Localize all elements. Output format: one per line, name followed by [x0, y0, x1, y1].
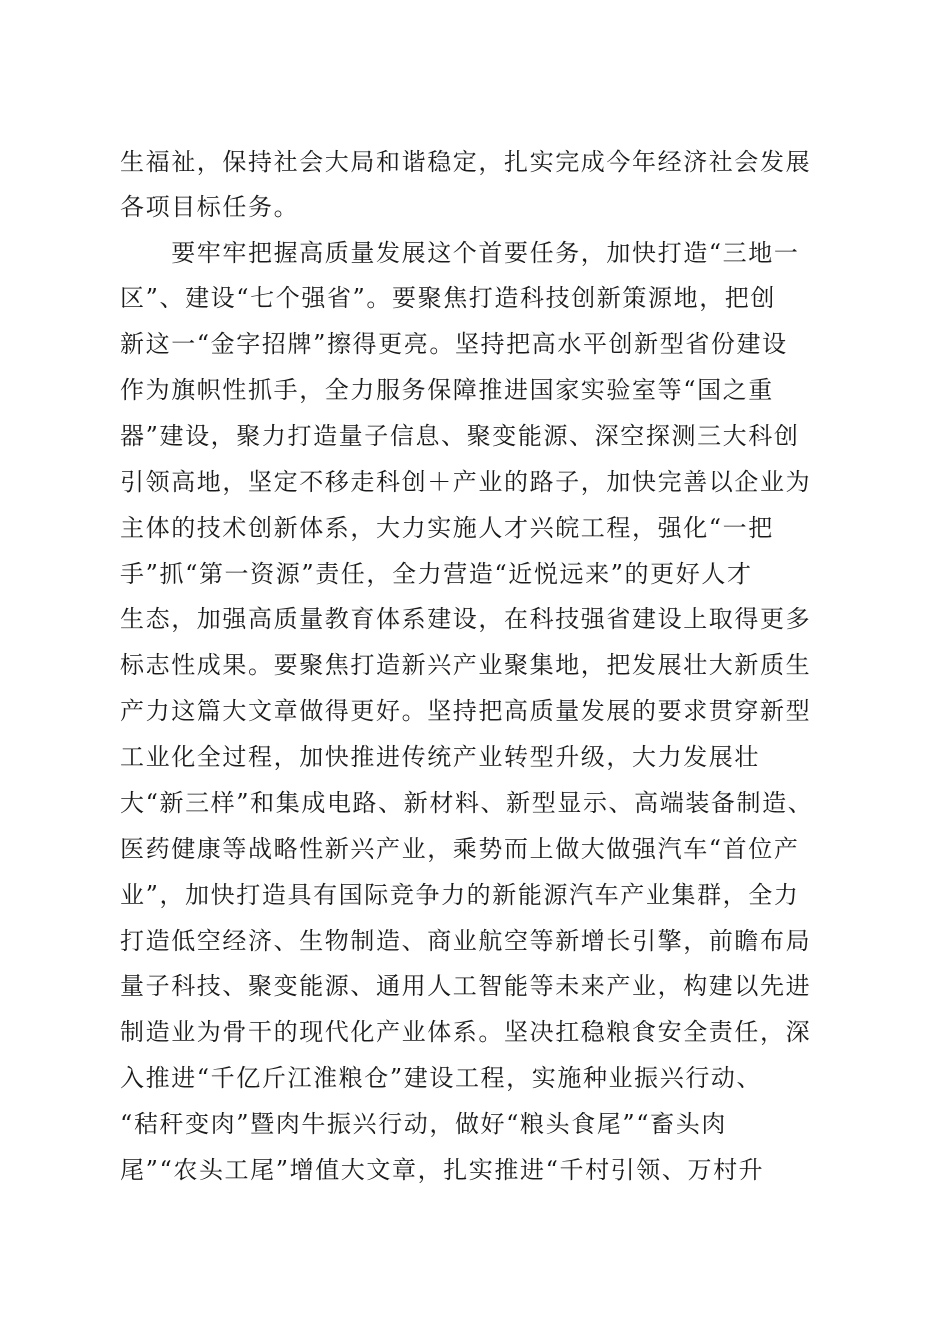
- text-line: 生态，加强高质量教育体系建设，在科技强省建设上取得更多: [120, 605, 812, 633]
- text-line: 标志性成果。要聚焦打造新兴产业聚集地，把发展壮大新质生: [120, 651, 812, 679]
- text-line: 医药健康等战略性新兴产业，乘势而上做大做强汽车“首位产: [120, 835, 800, 863]
- text-line: 各项目标任务。: [120, 193, 300, 221]
- text-line: 器”建设，聚力打造量子信息、聚变能源、深空探测三大科创: [120, 422, 800, 450]
- text-line: 产力这篇大文章做得更好。坚持把高质量发展的要求贯穿新型: [120, 697, 812, 725]
- text-line: 引领高地，坚定不移走科创＋产业的路子，加快完善以企业为: [120, 468, 812, 496]
- text-line: 工业化全过程，加快推进传统产业转型升级，大力发展壮: [120, 743, 760, 771]
- text-line: 大“新三样”和集成电路、新材料、新型显示、高端装备制造、: [120, 789, 814, 817]
- text-line: 要牢牢把握高质量发展这个首要任务，加快打造“三地一: [120, 239, 800, 267]
- text-line: “秸秆变肉”暨肉牛振兴行动，做好“粮头食尾”“畜头肉: [120, 1110, 727, 1138]
- text-line: 新这一“金字招牌”擦得更亮。坚持把高水平创新型省份建设: [120, 330, 788, 358]
- text-line: 主体的技术创新体系，大力实施人才兴皖工程，强化“一把: [120, 514, 774, 542]
- text-line: 制造业为骨干的现代化产业体系。坚决扛稳粮食安全责任，深: [120, 1018, 812, 1046]
- text-line: 打造低空经济、生物制造、商业航空等新增长引擎，前瞻布局: [120, 927, 812, 955]
- text-line: 尾”“农头工尾”增值大文章，扎实推进“千村引领、万村升: [120, 1156, 765, 1184]
- text-line: 生福祉，保持社会大局和谐稳定，扎实完成今年经济社会发展: [120, 148, 812, 176]
- text-line: 量子科技、聚变能源、通用人工智能等未来产业，构建以先进: [120, 972, 812, 1000]
- text-line: 手”抓“第一资源”责任，全力营造“近悦远来”的更好人才: [120, 560, 753, 588]
- text-line: 入推进“千亿斤江淮粮仓”建设工程，实施种业振兴行动、: [120, 1064, 763, 1092]
- text-line: 作为旗帜性抓手，全力服务保障推进国家实验室等“国之重: [120, 376, 774, 404]
- text-line: 业”，加快打造具有国际竞争力的新能源汽车产业集群，全力: [120, 881, 800, 909]
- text-line: 区”、建设“七个强省”。要聚焦打造科技创新策源地，把创: [120, 284, 777, 312]
